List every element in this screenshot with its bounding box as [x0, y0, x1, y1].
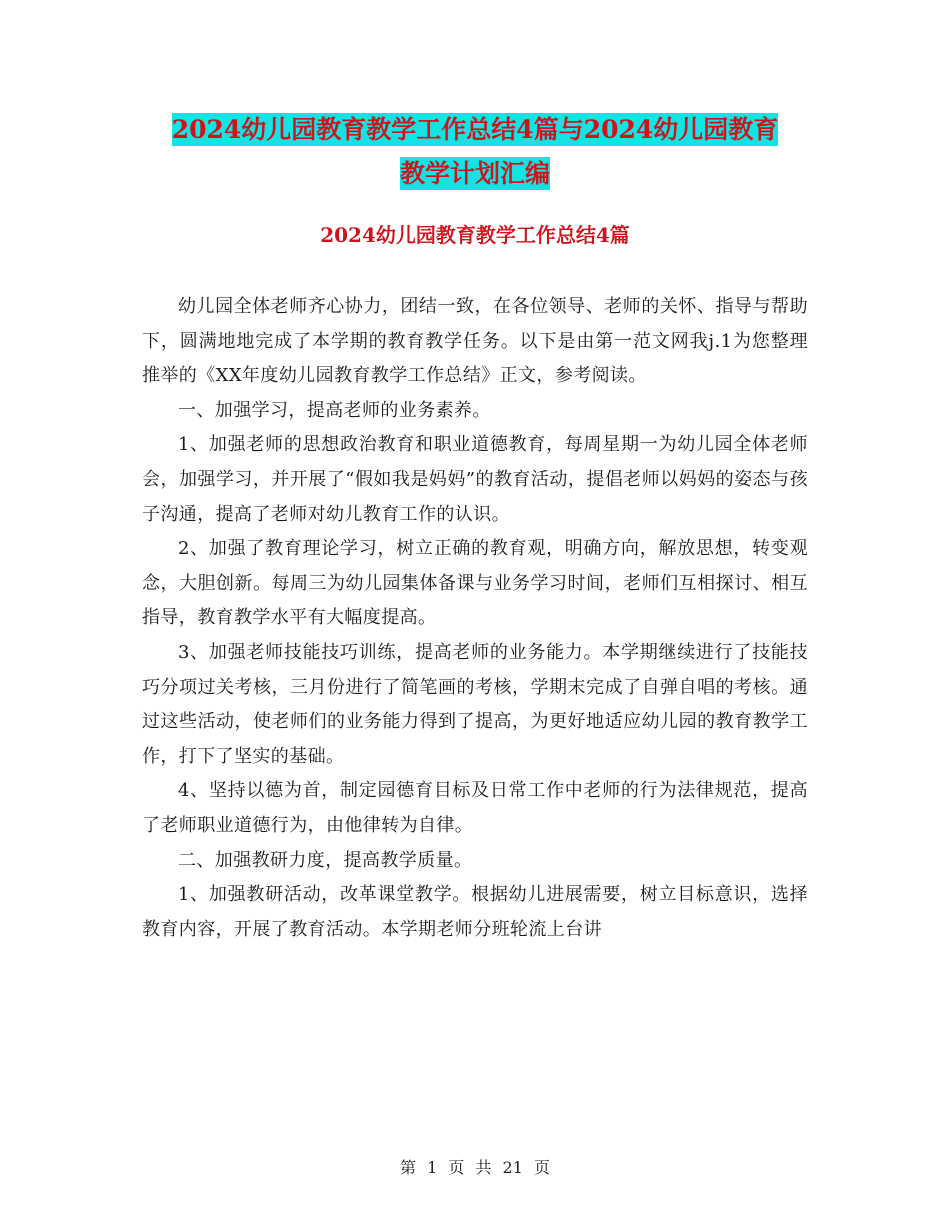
paragraph: 幼儿园全体老师齐心协力，团结一致，在各位领导、老师的关怀、指导与帮助下，圆满地地完成了本学期的教育教学任务。以下是由第一范文网我j.1为您整理推举的《XX年度幼儿园教育教学工作总结》正文，参考阅读。 — [142, 296, 808, 387]
page-number-footer: 第 1 页 共 21 页 — [400, 1158, 550, 1177]
document-body — [142, 290, 808, 947]
paragraph: 3、加强老师技能技巧训练，提高老师的业务能力。本学期继续进行了技能技巧分项过关考核，三月份进行了简笔画的考核，学期末完成了自弹自唱的考核。通过这些活动，使老师们的业务能力得到了提高，为更好地适应幼儿园的教育教学工作，打下了坚实的基础。 — [142, 641, 808, 767]
paragraph: 4、坚持以德为首，制定园德育目标及日常工作中老师的行为法律规范，提高了老师职业道德行为，由他律转为自律。 — [142, 780, 808, 836]
paragraph: 一、加强学习，提高老师的业务素养。 — [178, 399, 491, 421]
document-title — [140, 108, 810, 196]
section-title: 2024幼儿园教育教学工作总结4篇 — [320, 223, 630, 247]
paragraph: 2、加强了教育理论学习，树立正确的教育观，明确方向，解放思想，转变观念，大胆创新。每周三为幼儿园集体备课与业务学习时间，老师们互相探讨、相互指导，教育教学水平有大幅度提高。 — [142, 538, 808, 629]
paragraph: 二、加强教研力度，提高教学质量。 — [178, 849, 473, 871]
document-title-line-1: 2024幼儿园教育教学工作总结4篇与2024幼儿园教育 — [171, 115, 779, 144]
paragraph: 1、加强教研活动，改革课堂教学。根据幼儿进展需要，树立目标意识，选择教育内容，开展了教育活动。本学期老师分班轮流上台讲 — [142, 884, 808, 940]
document-title-line-2: 教学计划汇编 — [399, 159, 550, 188]
paragraph: 1、加强老师的思想政治教育和职业道德教育，每周星期一为幼儿园全体老师会，加强学习，并开展了“假如我是妈妈”的教育活动，提倡老师以妈妈的姿态与孩子沟通，提高了老师对幼儿教育工作的认识。 — [142, 434, 808, 525]
